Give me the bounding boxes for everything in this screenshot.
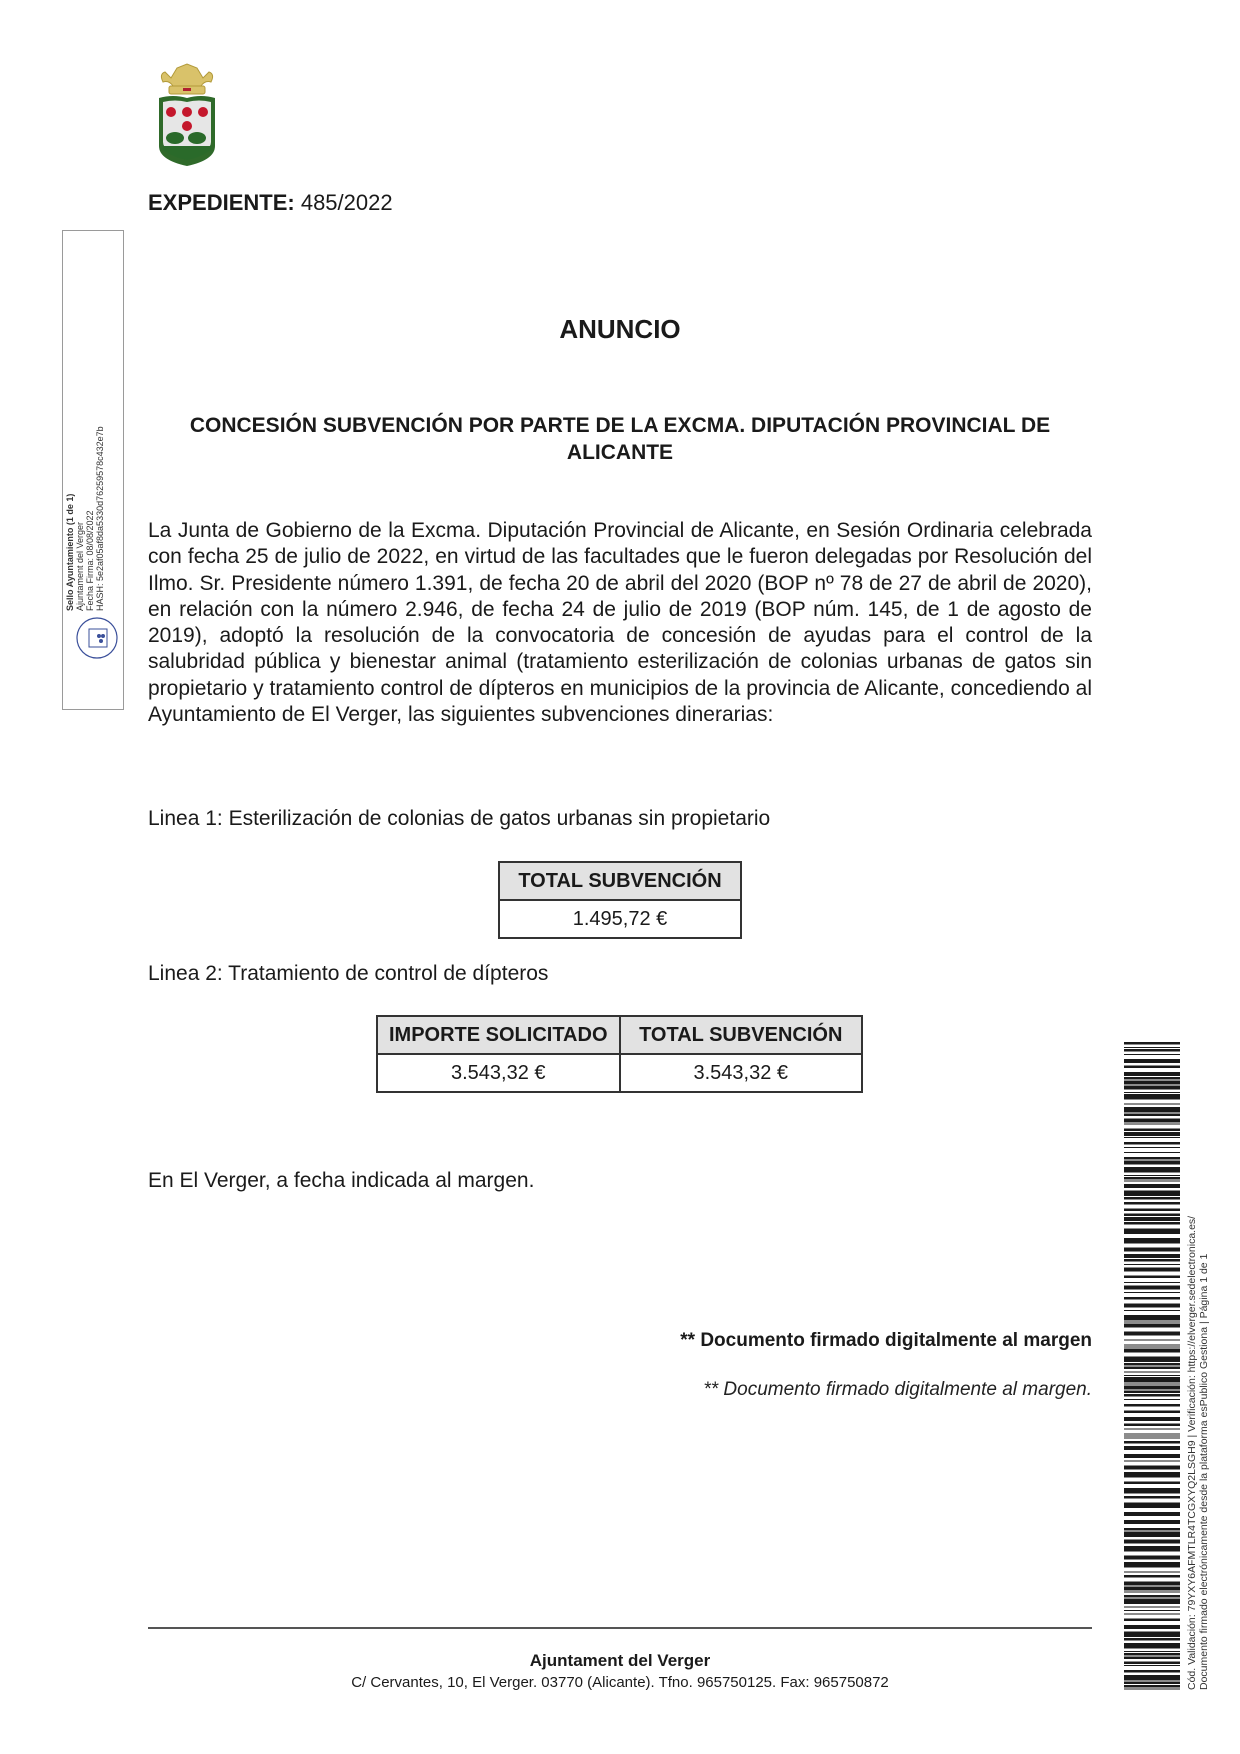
barcode-bar [1124,1202,1180,1205]
verification-code: Cód. Validación: 79YXY6AFMTLR4TCGXYQ2LSGH9 | Verificación: https://elverger.sedelectronica.es/ [1186,1215,1198,1690]
stamp-hash: HASH: 5e2af05af8da5330d76259578c432e7b [95,426,105,611]
barcode-bar [1124,1114,1180,1117]
barcode-bar [1124,1685,1180,1688]
footer-name: Ajuntament del Verger [529,1651,711,1670]
barcode-bar [1124,1222,1180,1225]
barcode-bar [1124,1161,1180,1165]
barcode-bar [1124,1528,1180,1531]
barcode-bar [1124,1142,1180,1145]
barcode-bar [1124,1582,1180,1586]
barcode-bar [1124,1181,1180,1182]
barcode-bar [1124,1607,1180,1608]
barcode-bar [1124,1394,1180,1397]
barcode-bar [1124,1496,1180,1499]
barcode-bar [1124,1177,1180,1180]
barcode-bar [1124,1638,1180,1641]
barcode-bar [1124,1092,1180,1093]
barcode-bar [1124,1562,1180,1568]
barcode-bar [1124,1466,1180,1470]
barcode-bar [1124,1259,1180,1262]
barcode-bar [1124,1657,1180,1660]
barcode-bar [1124,1072,1180,1076]
linea2-table [376,1015,863,1093]
barcode-bar [1124,1137,1180,1138]
barcode-bar [1124,1367,1180,1370]
barcode-bar [1124,1184,1180,1188]
barcode-bar [1124,1675,1180,1681]
linea1-label: Linea 1: Esterilización de colonias de gatos urbanas sin propietario [148,807,771,830]
table-cell: 1.495,72 € [499,900,741,938]
barcode-bar [1124,1461,1180,1462]
barcode-bar [1124,1662,1180,1665]
barcode-bar [1124,1104,1180,1105]
barcode-bar [1124,1482,1180,1485]
barcode-bar [1124,1238,1180,1244]
barcode-bar [1124,1268,1180,1272]
barcode-bar [1124,1391,1180,1394]
barcode-bar [1124,1575,1180,1578]
signed-note-bold: ** Documento firmado digitalmente al margen [680,1330,1092,1351]
stamp-title: Sello Ayuntamiento (1 de 1) [65,493,75,611]
barcode-bar [1124,1054,1180,1055]
barcode-bar [1124,1592,1180,1593]
barcode-bar [1124,1546,1180,1552]
barcode-bar [1124,1441,1180,1444]
barcode-bar [1124,1689,1180,1690]
barcode-bar [1124,1411,1180,1414]
barcode-bar [1124,1077,1180,1080]
barcode-bar [1124,1214,1180,1217]
barcode-bar [1124,1049,1180,1052]
barcode-bar [1124,1404,1180,1407]
barcode-bar [1124,1610,1180,1611]
footer-address: C/ Cervantes, 10, El Verger. 03770 (Alicante). Tfno. 965750125. Fax: 965750872 [351,1674,889,1691]
barcode-bar [1124,1682,1180,1685]
barcode-bar [1124,1357,1180,1363]
place-date: En El Verger, a fecha indicada al margen. [148,1169,535,1192]
barcode-bar [1124,1512,1180,1516]
barcode-bar [1124,1047,1180,1048]
barcode-bar [1124,1417,1180,1421]
barcode-bar [1124,1520,1180,1524]
barcode-bar [1124,1429,1180,1430]
barcode-icon [1124,1042,1180,1690]
barcode-bar [1124,1572,1180,1573]
barcode-bar [1124,1363,1180,1366]
verification-text [1186,1216,1210,1690]
barcode-bar [1124,1556,1180,1560]
barcode-bar [1124,1436,1180,1437]
document-title: ANUNCIO [559,314,681,344]
barcode-bar [1124,1340,1180,1341]
barcode-bar [1124,1107,1180,1113]
barcode-bar [1124,1119,1180,1123]
barcode-bar [1124,1147,1180,1148]
barcode-bar [1124,1229,1180,1235]
coat-of-arms-icon [155,62,219,170]
document-subtitle: CONCESIÓN SUBVENCIÓN POR PARTE DE LA EXCMA. DIPUTACIÓN PROVINCIAL DE ALICANTE [189,414,1051,464]
barcode-bar [1124,1124,1180,1125]
barcode-bar [1124,1619,1180,1622]
barcode-bar [1124,1310,1180,1311]
barcode-bar [1124,1286,1180,1290]
barcode-bar [1124,1332,1180,1336]
barcode-bar [1124,1129,1180,1132]
barcode-bar [1124,1503,1180,1509]
barcode-bar [1124,1276,1180,1279]
stamp-text [65,426,105,611]
barcode-bar [1124,1532,1180,1538]
table-header: TOTAL SUBVENCIÓN [499,862,741,900]
barcode-bar [1124,1665,1180,1666]
barcode-bar [1124,1384,1180,1385]
barcode-bar [1124,1446,1180,1450]
table-cell: 3.543,32 € [620,1054,863,1092]
linea1-table [498,861,742,939]
barcode-bar [1124,1347,1180,1348]
barcode-bar [1124,1209,1180,1212]
barcode-bar [1124,1217,1180,1221]
barcode-bar [1124,1372,1180,1373]
barcode-bar [1124,1175,1180,1176]
barcode-bar [1124,1345,1180,1346]
barcode-bar [1124,1424,1180,1427]
barcode-bar [1124,1292,1180,1293]
barcode-bar [1124,1454,1180,1458]
barcode-bar [1124,1094,1180,1100]
barcode-bar [1124,1599,1180,1605]
footer-divider [148,1627,1092,1629]
table-cell: 3.543,32 € [377,1054,620,1092]
barcode-bar [1124,1488,1180,1494]
stamp-date: Fecha Firma: 08/08/2022 [85,510,95,611]
barcode-bar [1124,1595,1180,1598]
barcode-bar [1124,1059,1180,1063]
barcode-bar [1124,1152,1180,1153]
body-paragraph: La Junta de Gobierno de la Excma. Diputación Provincial de Alicante, en Sesión Ordinaria celebrada con fecha 25 de julio de 2022, en virtud de las facultades que le fueron delegadas por Resolución del Ilmo. Sr. Presidente número 1.391, de fecha 20 de abril del 2020 (BOP nº 78 de 27 de abril de 2020), en relación con la número 2.946, de fecha 24 de julio de 2019 (BOP núm. 145, de 1 de agosto de 2019), adoptó la resolución de la convocatoria de concesión de ayudas para el control de la salubridad pública y bienestar animal (tratamiento esterilización de colonias urbanas de gatos sin propietario y tratamiento control de dípteros en municipios de la provincia de Alicante, concediendo al Ayuntamiento de El Verger, las siguientes subvenciones dinerarias: [148,519,1092,727]
signed-note-italic: ** Documento firmado digitalmente al margen. [703,1379,1092,1400]
table-header: TOTAL SUBVENCIÓN [620,1016,863,1054]
barcode-bar [1124,1434,1180,1435]
barcode-bar [1124,1438,1180,1439]
barcode-bar [1124,1322,1180,1323]
barcode-bar [1124,1167,1180,1173]
barcode-bar [1124,1324,1180,1328]
barcode-bar [1124,1254,1180,1258]
expediente [148,190,393,216]
barcode-bar [1124,1653,1180,1656]
signature-stamp [62,230,124,710]
barcode-bar [1124,1315,1180,1321]
barcode-bar [1124,1670,1180,1673]
expediente-value: 485/2022 [300,190,393,215]
barcode-bar [1124,1081,1180,1085]
barcode-bar [1124,1066,1180,1069]
barcode-bar [1124,1399,1180,1400]
expediente-label: EXPEDIENTE: [148,190,295,215]
barcode-bar [1124,1587,1180,1591]
official-seal-icon [75,616,119,660]
barcode-bar [1124,1282,1180,1283]
barcode-bar [1124,1191,1180,1197]
barcode-bar [1124,1304,1180,1308]
linea2-label: Linea 2: Tratamiento de control de dípteros [148,962,549,985]
barcode-bar [1124,1632,1180,1638]
barcode-bar [1124,1157,1180,1160]
barcode-bar [1124,1614,1180,1615]
barcode-bar [1124,1132,1180,1136]
verification-platform: Documento firmado electrónicamente desde la plataforma esPublico Gestiona | Página 1 de 1 [1198,1253,1210,1690]
barcode-bar [1124,1386,1180,1390]
barcode-bar [1124,1197,1180,1200]
barcode-bar [1124,1651,1180,1652]
barcode-bar [1124,1472,1180,1478]
stamp-entity: Ajuntament del Verger [75,521,85,611]
barcode-bar [1124,1540,1180,1544]
barcode-bar [1124,1377,1180,1383]
barcode-bar [1124,1042,1180,1045]
table-header: IMPORTE SOLICITADO [377,1016,620,1054]
barcode-bar [1124,1086,1180,1090]
barcode-bar [1124,1625,1180,1629]
barcode-bar [1124,1349,1180,1353]
barcode-bar [1124,1643,1180,1649]
barcode-bar [1124,1248,1180,1252]
barcode-bar [1124,1264,1180,1265]
barcode-bar [1124,1297,1180,1300]
barcode-bar [1124,1375,1180,1376]
